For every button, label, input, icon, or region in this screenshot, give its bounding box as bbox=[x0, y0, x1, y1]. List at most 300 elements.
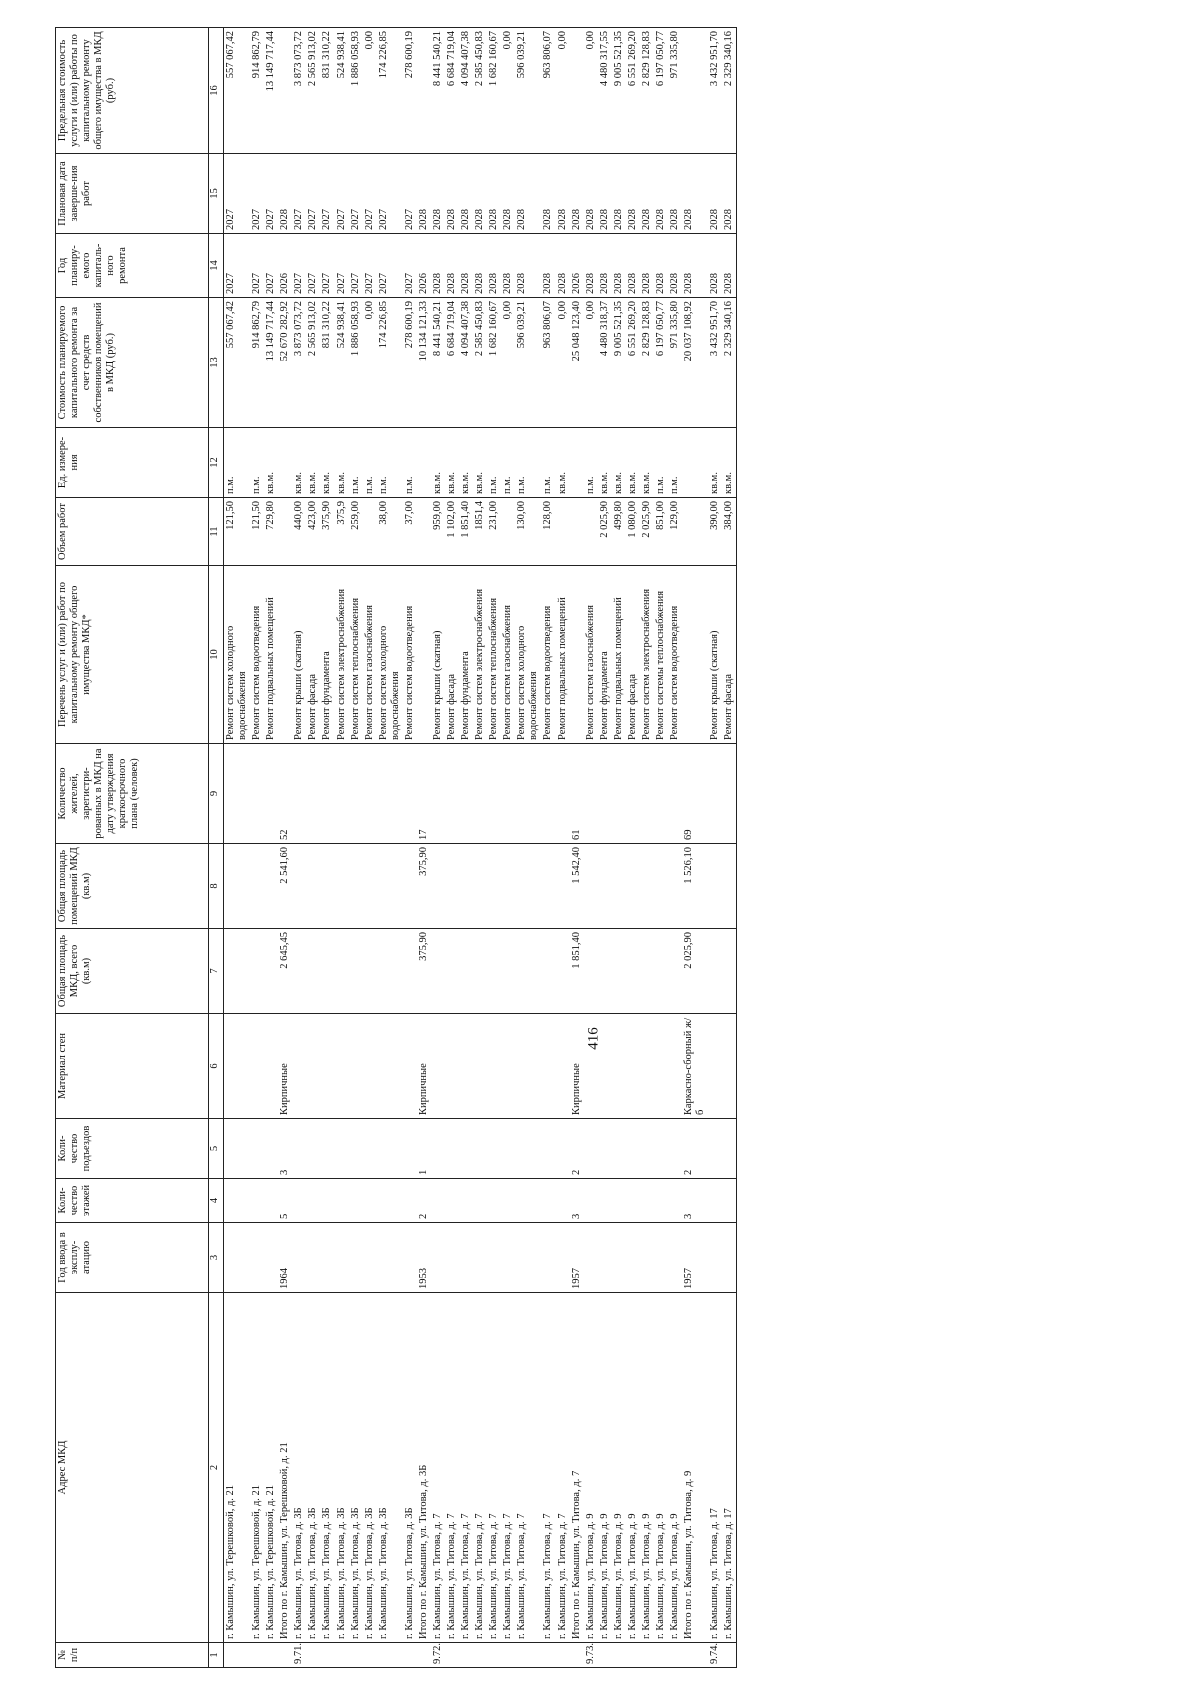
cell-col-9 bbox=[403, 744, 417, 844]
cell-col-11: 1 102,00 bbox=[445, 498, 459, 566]
cell-col-5 bbox=[487, 1119, 501, 1179]
cell-col-1 bbox=[682, 1643, 708, 1668]
cell-col-13: 6 551 269,20 bbox=[626, 298, 640, 428]
cell-col-5 bbox=[556, 1119, 570, 1179]
cell-col-6 bbox=[668, 1014, 682, 1119]
column-number-4: 4 bbox=[209, 1179, 224, 1223]
cell-col-6 bbox=[363, 1014, 377, 1119]
cell-col-3 bbox=[722, 1223, 737, 1293]
cell-col-4: 3 bbox=[570, 1179, 584, 1223]
column-number-11: 11 bbox=[209, 498, 224, 566]
cell-col-6 bbox=[556, 1014, 570, 1119]
cell-col-8 bbox=[598, 844, 612, 929]
cell-col-15: 2027 bbox=[250, 154, 264, 234]
table-row bbox=[349, 28, 363, 1668]
cell-col-2: Итого по г. Камышин, ул. Терешковой, д. 21 bbox=[278, 1293, 292, 1643]
cell-col-13: 2 329 340,16 bbox=[722, 298, 737, 428]
cell-col-13: 8 441 540,21 bbox=[431, 298, 445, 428]
cell-col-2: г. Камышин, ул. Титова, д. 7 bbox=[541, 1293, 555, 1643]
cell-col-3 bbox=[654, 1223, 668, 1293]
cell-col-10: Ремонт фасада bbox=[722, 566, 737, 744]
cell-col-16: 3 432 951,70 bbox=[708, 28, 722, 154]
cell-col-9 bbox=[306, 744, 320, 844]
cell-col-16: 0,00 bbox=[556, 28, 570, 154]
cell-col-2: г. Камышин, ул. Титова, д. 17 bbox=[722, 1293, 737, 1643]
cell-col-6 bbox=[306, 1014, 320, 1119]
cell-col-4 bbox=[250, 1179, 264, 1223]
cell-col-12: п.м. bbox=[584, 428, 598, 498]
cell-col-8 bbox=[292, 844, 306, 929]
cell-col-8 bbox=[264, 844, 278, 929]
cell-col-8 bbox=[541, 844, 555, 929]
header-col-5: Коли-чество подъездов bbox=[56, 1119, 209, 1179]
cell-col-4 bbox=[431, 1179, 445, 1223]
cell-col-15: 2028 bbox=[708, 154, 722, 234]
cell-col-10: Ремонт систем теплоснабжения bbox=[349, 566, 363, 744]
cell-col-7 bbox=[556, 929, 570, 1014]
cell-col-8 bbox=[473, 844, 487, 929]
cell-col-13: 278 600,19 bbox=[403, 298, 417, 428]
cell-col-9 bbox=[349, 744, 363, 844]
cell-col-14: 2028 bbox=[431, 234, 445, 298]
cell-col-2: г. Камышин, ул. Терешковой, д. 21 bbox=[264, 1293, 278, 1643]
cell-col-4 bbox=[515, 1179, 541, 1223]
cell-col-7 bbox=[541, 929, 555, 1014]
header-col-10: Перечень услуг и (или) работ по капитальному ремонту общего имущества МКД* bbox=[56, 566, 209, 744]
cell-col-8: 1 542,40 bbox=[570, 844, 584, 929]
cell-col-15: 2027 bbox=[292, 154, 306, 234]
cell-col-8 bbox=[668, 844, 682, 929]
cell-col-9 bbox=[292, 744, 306, 844]
cell-col-15: 2028 bbox=[584, 154, 598, 234]
cell-col-13: 0,00 bbox=[556, 298, 570, 428]
cell-col-11: 121,50 bbox=[224, 498, 251, 566]
cell-col-3 bbox=[445, 1223, 459, 1293]
cell-col-12 bbox=[570, 428, 584, 498]
cell-col-13: 524 938,41 bbox=[335, 298, 349, 428]
cell-col-4 bbox=[626, 1179, 640, 1223]
table-total-row bbox=[417, 28, 431, 1668]
cell-col-5 bbox=[264, 1119, 278, 1179]
cell-col-6 bbox=[626, 1014, 640, 1119]
cell-col-12: кв.м. bbox=[320, 428, 334, 498]
cell-col-14: 2026 bbox=[570, 234, 584, 298]
cell-col-9 bbox=[377, 744, 403, 844]
cell-col-8 bbox=[320, 844, 334, 929]
cell-col-13: 3 432 951,70 bbox=[708, 298, 722, 428]
cell-col-12: кв.м. bbox=[612, 428, 626, 498]
cell-col-13: 914 862,79 bbox=[250, 298, 264, 428]
cell-col-10: Ремонт подвальных помещений bbox=[556, 566, 570, 744]
table-total-row bbox=[682, 28, 708, 1668]
cell-col-5: 2 bbox=[570, 1119, 584, 1179]
cell-col-3 bbox=[320, 1223, 334, 1293]
cell-col-9 bbox=[264, 744, 278, 844]
cell-col-3 bbox=[363, 1223, 377, 1293]
cell-col-6 bbox=[640, 1014, 654, 1119]
cell-col-13: 6 684 719,04 bbox=[445, 298, 459, 428]
cell-col-8 bbox=[556, 844, 570, 929]
cell-col-5 bbox=[612, 1119, 626, 1179]
cell-col-2: Итого по г. Камышин, ул. Титова, д. 7 bbox=[570, 1293, 584, 1643]
cell-col-16: 2 565 913,02 bbox=[306, 28, 320, 154]
cell-col-2: г. Камышин, ул. Титова, д. 7 bbox=[515, 1293, 541, 1643]
cell-col-15: 2028 bbox=[459, 154, 473, 234]
cell-col-5 bbox=[363, 1119, 377, 1179]
cell-col-13: 13 149 717,44 bbox=[264, 298, 278, 428]
cell-col-5 bbox=[224, 1119, 251, 1179]
cell-col-7 bbox=[626, 929, 640, 1014]
cell-col-1 bbox=[335, 1643, 349, 1668]
cell-col-16: 3 873 073,72 bbox=[292, 28, 306, 154]
cell-col-10: Ремонт системы теплоснабжения bbox=[654, 566, 668, 744]
cell-col-9 bbox=[584, 744, 598, 844]
cell-col-15: 2028 bbox=[487, 154, 501, 234]
cell-col-15: 2028 bbox=[278, 154, 292, 234]
cell-col-16 bbox=[417, 28, 431, 154]
cell-col-9 bbox=[335, 744, 349, 844]
cell-col-5 bbox=[445, 1119, 459, 1179]
cell-col-3 bbox=[431, 1223, 445, 1293]
cell-col-3 bbox=[612, 1223, 626, 1293]
cell-col-13: 963 806,07 bbox=[541, 298, 555, 428]
cell-col-16: 8 441 540,21 bbox=[431, 28, 445, 154]
cell-col-14: 2027 bbox=[292, 234, 306, 298]
column-number-16: 16 bbox=[209, 28, 224, 154]
cell-col-11: 2 025,90 bbox=[640, 498, 654, 566]
header-col-12: Ед. измере-ния bbox=[56, 428, 209, 498]
cell-col-12: кв.м. bbox=[306, 428, 320, 498]
cell-col-1 bbox=[445, 1643, 459, 1668]
header-col-16: Предельная стоимость услуги и (или) работы по капитальному ремонту общего имущества в МКД (руб.) bbox=[56, 28, 209, 154]
cell-col-11 bbox=[501, 498, 515, 566]
cell-col-13: 3 873 073,72 bbox=[292, 298, 306, 428]
column-number-12: 12 bbox=[209, 428, 224, 498]
cell-col-5: 2 bbox=[682, 1119, 708, 1179]
cell-col-2: г. Камышин, ул. Титова, д. 9 bbox=[668, 1293, 682, 1643]
column-number-row bbox=[209, 28, 224, 1668]
cell-col-1: 9.71. bbox=[292, 1643, 306, 1668]
cell-col-6 bbox=[722, 1014, 737, 1119]
cell-col-16: 2 585 450,83 bbox=[473, 28, 487, 154]
cell-col-12: п.м. bbox=[377, 428, 403, 498]
table-row bbox=[292, 28, 306, 1668]
cell-col-8 bbox=[306, 844, 320, 929]
cell-col-12: п.м. bbox=[250, 428, 264, 498]
cell-col-14: 2027 bbox=[403, 234, 417, 298]
cell-col-3 bbox=[501, 1223, 515, 1293]
repair-plan-table bbox=[55, 27, 737, 1668]
cell-col-2: г. Камышин, ул. Титова, д. 3Б bbox=[320, 1293, 334, 1643]
column-number-9: 9 bbox=[209, 744, 224, 844]
cell-col-4 bbox=[264, 1179, 278, 1223]
cell-col-3 bbox=[556, 1223, 570, 1293]
cell-col-14: 2028 bbox=[584, 234, 598, 298]
cell-col-9 bbox=[541, 744, 555, 844]
cell-col-13: 2 829 128,83 bbox=[640, 298, 654, 428]
cell-col-5 bbox=[598, 1119, 612, 1179]
cell-col-7 bbox=[668, 929, 682, 1014]
cell-col-16 bbox=[278, 28, 292, 154]
cell-col-12: п.м. bbox=[515, 428, 541, 498]
header-col-7: Общая площадь МКД, всего (кв.м) bbox=[56, 929, 209, 1014]
cell-col-5 bbox=[292, 1119, 306, 1179]
cell-col-8 bbox=[224, 844, 251, 929]
cell-col-10: Ремонт фасада bbox=[626, 566, 640, 744]
cell-col-10: Ремонт систем газоснабжения bbox=[363, 566, 377, 744]
cell-col-16: 0,00 bbox=[501, 28, 515, 154]
cell-col-7 bbox=[473, 929, 487, 1014]
header-col-2: Адрес МКД bbox=[56, 1293, 209, 1643]
table-row bbox=[598, 28, 612, 1668]
column-number-15: 15 bbox=[209, 154, 224, 234]
cell-col-13: 4 480 318,37 bbox=[598, 298, 612, 428]
cell-col-8: 2 541,60 bbox=[278, 844, 292, 929]
cell-col-3 bbox=[708, 1223, 722, 1293]
cell-col-14: 2028 bbox=[654, 234, 668, 298]
cell-col-5 bbox=[640, 1119, 654, 1179]
cell-col-7 bbox=[459, 929, 473, 1014]
cell-col-12: п.м. bbox=[541, 428, 555, 498]
cell-col-5 bbox=[320, 1119, 334, 1179]
cell-col-15: 2028 bbox=[501, 154, 515, 234]
table-row bbox=[668, 28, 682, 1668]
cell-col-9 bbox=[668, 744, 682, 844]
cell-col-14: 2027 bbox=[349, 234, 363, 298]
cell-col-9 bbox=[363, 744, 377, 844]
cell-col-3 bbox=[250, 1223, 264, 1293]
cell-col-7 bbox=[292, 929, 306, 1014]
cell-col-4 bbox=[708, 1179, 722, 1223]
cell-col-1 bbox=[598, 1643, 612, 1668]
cell-col-7 bbox=[363, 929, 377, 1014]
table-row bbox=[320, 28, 334, 1668]
table-row bbox=[640, 28, 654, 1668]
cell-col-13: 6 197 050,77 bbox=[654, 298, 668, 428]
cell-col-1: 9.73. bbox=[584, 1643, 598, 1668]
cell-col-6 bbox=[473, 1014, 487, 1119]
cell-col-11: 1 851,40 bbox=[459, 498, 473, 566]
cell-col-11: 851,00 bbox=[654, 498, 668, 566]
cell-col-6 bbox=[515, 1014, 541, 1119]
cell-col-5 bbox=[708, 1119, 722, 1179]
cell-col-9 bbox=[722, 744, 737, 844]
cell-col-8 bbox=[445, 844, 459, 929]
cell-col-5 bbox=[626, 1119, 640, 1179]
cell-col-10: Ремонт систем теплоснабжения bbox=[487, 566, 501, 744]
cell-col-7: 375,90 bbox=[417, 929, 431, 1014]
table-row bbox=[556, 28, 570, 1668]
cell-col-16 bbox=[570, 28, 584, 154]
cell-col-3 bbox=[640, 1223, 654, 1293]
cell-col-1 bbox=[722, 1643, 737, 1668]
cell-col-5 bbox=[722, 1119, 737, 1179]
cell-col-6 bbox=[541, 1014, 555, 1119]
cell-col-12: п.м. bbox=[224, 428, 251, 498]
table-row bbox=[445, 28, 459, 1668]
cell-col-2: г. Камышин, ул. Титова, д. 7 bbox=[487, 1293, 501, 1643]
cell-col-10: Ремонт фасада bbox=[306, 566, 320, 744]
cell-col-14: 2027 bbox=[264, 234, 278, 298]
cell-col-7: 1 851,40 bbox=[570, 929, 584, 1014]
cell-col-5 bbox=[668, 1119, 682, 1179]
cell-col-3 bbox=[377, 1223, 403, 1293]
cell-col-5 bbox=[306, 1119, 320, 1179]
cell-col-5 bbox=[250, 1119, 264, 1179]
cell-col-3 bbox=[335, 1223, 349, 1293]
cell-col-9 bbox=[626, 744, 640, 844]
cell-col-3: 1953 bbox=[417, 1223, 431, 1293]
cell-col-1 bbox=[306, 1643, 320, 1668]
cell-col-2: г. Камышин, ул. Титова, д. 9 bbox=[626, 1293, 640, 1643]
cell-col-12: п.м. bbox=[363, 428, 377, 498]
cell-col-12 bbox=[417, 428, 431, 498]
table-row bbox=[626, 28, 640, 1668]
cell-col-14: 2028 bbox=[640, 234, 654, 298]
cell-col-3 bbox=[541, 1223, 555, 1293]
cell-col-10: Ремонт систем водоотведения bbox=[403, 566, 417, 744]
cell-col-1 bbox=[612, 1643, 626, 1668]
cell-col-15: 2027 bbox=[335, 154, 349, 234]
cell-col-15: 2027 bbox=[363, 154, 377, 234]
cell-col-15: 2028 bbox=[541, 154, 555, 234]
table-row bbox=[501, 28, 515, 1668]
cell-col-16: 0,00 bbox=[584, 28, 598, 154]
cell-col-4 bbox=[487, 1179, 501, 1223]
cell-col-6 bbox=[445, 1014, 459, 1119]
cell-col-10: Ремонт систем электроснабжения bbox=[473, 566, 487, 744]
cell-col-1 bbox=[541, 1643, 555, 1668]
cell-col-9 bbox=[654, 744, 668, 844]
cell-col-4 bbox=[335, 1179, 349, 1223]
cell-col-14: 2028 bbox=[501, 234, 515, 298]
cell-col-5 bbox=[349, 1119, 363, 1179]
cell-col-11: 1 080,00 bbox=[626, 498, 640, 566]
cell-col-9 bbox=[459, 744, 473, 844]
table-row bbox=[377, 28, 403, 1668]
cell-col-12: п.м. bbox=[501, 428, 515, 498]
cell-col-7 bbox=[335, 929, 349, 1014]
cell-col-3 bbox=[668, 1223, 682, 1293]
cell-col-1: 9.74. bbox=[708, 1643, 722, 1668]
cell-col-5 bbox=[541, 1119, 555, 1179]
cell-col-15: 2028 bbox=[722, 154, 737, 234]
cell-col-10: Ремонт фундамента bbox=[598, 566, 612, 744]
cell-col-1 bbox=[349, 1643, 363, 1668]
cell-col-4 bbox=[224, 1179, 251, 1223]
cell-col-10: Ремонт крыши (скатная) bbox=[292, 566, 306, 744]
cell-col-7 bbox=[598, 929, 612, 1014]
column-number-1: 1 bbox=[209, 1643, 224, 1668]
cell-col-7 bbox=[654, 929, 668, 1014]
cell-col-15: 2028 bbox=[515, 154, 541, 234]
cell-col-8 bbox=[363, 844, 377, 929]
cell-col-16: 2 829 128,83 bbox=[640, 28, 654, 154]
header-col-6: Материал стен bbox=[56, 1014, 209, 1119]
cell-col-14: 2028 bbox=[668, 234, 682, 298]
cell-col-6 bbox=[250, 1014, 264, 1119]
cell-col-10: Ремонт систем холодного водоснабжения bbox=[515, 566, 541, 744]
cell-col-13: 0,00 bbox=[363, 298, 377, 428]
cell-col-13: 174 226,85 bbox=[377, 298, 403, 428]
repair-plan-sheet bbox=[55, 28, 1200, 1668]
page-number: 416 bbox=[585, 1027, 602, 1050]
cell-col-5: 1 bbox=[417, 1119, 431, 1179]
cell-col-11: 129,00 bbox=[668, 498, 682, 566]
cell-col-14: 2028 bbox=[459, 234, 473, 298]
cell-col-9: 61 bbox=[570, 744, 584, 844]
cell-col-9 bbox=[598, 744, 612, 844]
cell-col-2: г. Камышин, ул. Титова, д. 9 bbox=[640, 1293, 654, 1643]
cell-col-2: г. Камышин, ул. Титова, д. 3Б bbox=[363, 1293, 377, 1643]
cell-col-11: 423,00 bbox=[306, 498, 320, 566]
cell-col-1 bbox=[556, 1643, 570, 1668]
cell-col-15: 2028 bbox=[640, 154, 654, 234]
header-col-15: Плановая дата заверше-ния работ bbox=[56, 154, 209, 234]
cell-col-6 bbox=[403, 1014, 417, 1119]
cell-col-12: кв.м. bbox=[708, 428, 722, 498]
cell-col-4 bbox=[584, 1179, 598, 1223]
cell-col-10 bbox=[417, 566, 431, 744]
cell-col-7 bbox=[445, 929, 459, 1014]
cell-col-12: кв.м. bbox=[459, 428, 473, 498]
cell-col-7 bbox=[264, 929, 278, 1014]
cell-col-4 bbox=[612, 1179, 626, 1223]
cell-col-3 bbox=[473, 1223, 487, 1293]
cell-col-9 bbox=[250, 744, 264, 844]
cell-col-11: 729,80 bbox=[264, 498, 278, 566]
cell-col-2: г. Камышин, ул. Титова, д. 3Б bbox=[349, 1293, 363, 1643]
cell-col-11: 384,00 bbox=[722, 498, 737, 566]
table-row bbox=[722, 28, 737, 1668]
cell-col-2: г. Камышин, ул. Титова, д. 9 bbox=[612, 1293, 626, 1643]
cell-col-9 bbox=[515, 744, 541, 844]
cell-col-9 bbox=[431, 744, 445, 844]
cell-col-1 bbox=[264, 1643, 278, 1668]
table-row bbox=[250, 28, 264, 1668]
cell-col-4 bbox=[654, 1179, 668, 1223]
cell-col-5 bbox=[459, 1119, 473, 1179]
cell-col-2: г. Камышин, ул. Титова, д. 9 bbox=[654, 1293, 668, 1643]
cell-col-7 bbox=[403, 929, 417, 1014]
cell-col-15: 2027 bbox=[349, 154, 363, 234]
cell-col-1 bbox=[224, 1643, 251, 1668]
cell-col-14: 2028 bbox=[487, 234, 501, 298]
cell-col-2: г. Камышин, ул. Титова, д. 3Б bbox=[335, 1293, 349, 1643]
cell-col-8: 1 526,10 bbox=[682, 844, 708, 929]
cell-col-9: 17 bbox=[417, 744, 431, 844]
cell-col-13: 971 335,80 bbox=[668, 298, 682, 428]
cell-col-3 bbox=[459, 1223, 473, 1293]
cell-col-16: 13 149 717,44 bbox=[264, 28, 278, 154]
cell-col-14: 2028 bbox=[473, 234, 487, 298]
cell-col-2: г. Камышин, ул. Титова, д. 3Б bbox=[403, 1293, 417, 1643]
table-row bbox=[363, 28, 377, 1668]
column-number-6: 6 bbox=[209, 1014, 224, 1119]
cell-col-14: 2028 bbox=[626, 234, 640, 298]
cell-col-15: 2027 bbox=[403, 154, 417, 234]
cell-col-1 bbox=[403, 1643, 417, 1668]
cell-col-6 bbox=[349, 1014, 363, 1119]
cell-col-1 bbox=[278, 1643, 292, 1668]
cell-col-3: 1964 bbox=[278, 1223, 292, 1293]
cell-col-13: 10 134 121,33 bbox=[417, 298, 431, 428]
cell-col-1 bbox=[250, 1643, 264, 1668]
cell-col-6 bbox=[377, 1014, 403, 1119]
cell-col-2: г. Камышин, ул. Терешковой, д. 21 bbox=[250, 1293, 264, 1643]
cell-col-11: 121,50 bbox=[250, 498, 264, 566]
cell-col-6 bbox=[708, 1014, 722, 1119]
